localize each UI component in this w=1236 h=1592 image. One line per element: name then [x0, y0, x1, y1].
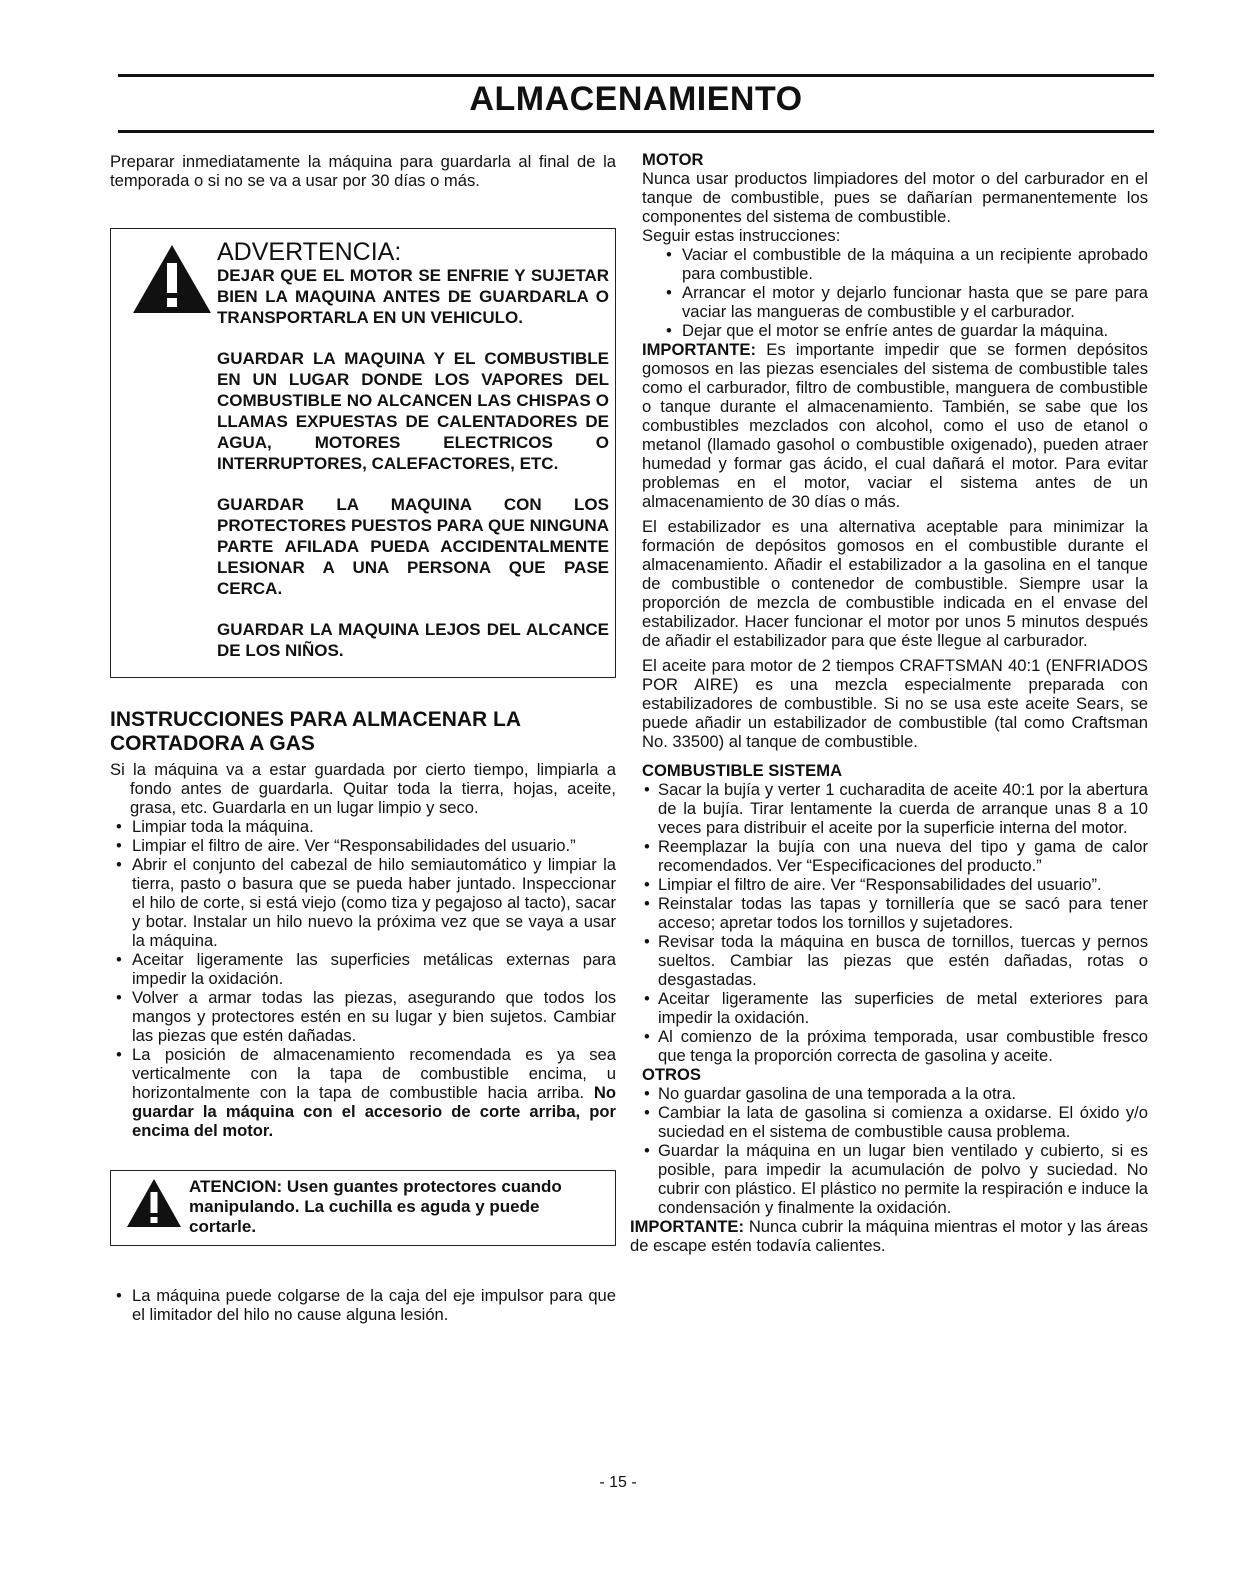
- otros-heading: OTROS: [642, 1065, 702, 1084]
- warning-triangle-icon: [131, 243, 213, 315]
- motor-follow-text: Seguir estas instrucciones:: [642, 226, 841, 245]
- list-item: • Arrancar el motor y dejarlo funcionar hasta que se pare para vaciar las mangueras de combustible y el carburador.: [642, 283, 1148, 321]
- title-underline-rule: [118, 130, 1154, 133]
- list-item: • Abrir el conjunto del cabezal de hilo semiautomático y limpiar la tierra, pasto o basura que se pueda haber juntado. Inspeccionar el hilo de corte, si está viejo (como tiza y pegajoso al tacto), sacar y botar. Instalar un hilo nuevo la próxima vez que se vaya a usar la máquina.: [110, 855, 616, 950]
- oil-paragraph: El aceite para motor de 2 tiempos CRAFTSMAN 40:1 (ENFRIADOS POR AIRE) es una mezcla especialmente preparada con estabilizadores de combustible. Si no se usa este aceite Sears, se puede añadir un estabilizador de combustible (tal como Craftsman No. 33500) al tanque de combustible.: [642, 656, 1148, 751]
- caution-box: [110, 1170, 616, 1246]
- warning-paragraph: GUARDAR LA MAQUINA CON LOS PROTECTORES PUESTOS PARA QUE NINGUNA PARTE AFILADA PUEDA ACCIDENTALMENTE LESIONAR A UNA PERSONA QUE PASE CERCA.: [217, 495, 609, 598]
- important-text: Nunca cubrir la máquina mientras el motor y las áreas de escape estén todavía calientes.: [630, 1217, 1148, 1255]
- important-label: IMPORTANTE:: [630, 1217, 744, 1236]
- motor-list: [642, 245, 1148, 340]
- motor-paragraph: Nunca usar productos limpiadores del motor o del carburador en el tanque de combustible, pues se dañarían permanentemente los componentes del sistema de combustible.: [642, 169, 1148, 226]
- motor-heading: MOTOR: [642, 150, 704, 169]
- list-item: [110, 1045, 616, 1140]
- important-paragraph: [642, 340, 1148, 511]
- list-item: • Sacar la bujía y verter 1 cucharadita de aceite 40:1 por la abertura de la bujía. Tirar lentamente la cuerda de arranque unas 8 a 10 veces para distribuir el aceite por la superficie interna del motor.: [642, 780, 1148, 837]
- list-item: • Aceitar ligeramente las superficies metálicas externas para impedir la oxidación.: [110, 950, 616, 988]
- left-column: [110, 152, 616, 1324]
- list-item: • Cambiar la lata de gasolina si comienza a oxidarse. El óxido y/o suciedad en el sistema de combustible causa problema.: [642, 1103, 1148, 1141]
- warning-box: [110, 228, 616, 678]
- important-text: Es importante impedir que se formen depósitos gomosos en las piezas esenciales del sistema de combustible tales como el carburador, filtro de combustible, manguera de combustible o tanque durante el almacenamiento. También, se sabe que los combustibles mezclados con alcohol, como el uso de etanol o metanol (llamado gasohol o combustible oxigenado), pueden atraer humedad y formar gas ácido, el cual dañará el motor. Para evitar problemas en el motor, vaciar el sistema antes de un almacenamiento de 30 días o más.: [642, 340, 1148, 511]
- caution-text: ATENCION: Usen guantes protectores cuando manipulando. La cuchilla es aguda y puede cortarle.: [189, 1177, 562, 1236]
- right-column: [630, 150, 1148, 1255]
- list-item: • Al comienzo de la próxima temporada, usar combustible fresco que tenga la proporción correcta de gasolina y aceite.: [642, 1027, 1148, 1065]
- warning-paragraph: GUARDAR LA MAQUINA LEJOS DEL ALCANCE DE LOS NIÑOS.: [217, 620, 609, 660]
- bold-warning-text: No guardar la máquina con el accesorio de corte arriba, por encima del motor.: [132, 1083, 616, 1140]
- top-rule: [118, 74, 1154, 77]
- list-item: • Dejar que el motor se enfríe antes de guardar la máquina.: [642, 321, 1148, 340]
- otros-list: [642, 1084, 1148, 1217]
- important-paragraph: [630, 1217, 1148, 1255]
- list-item: • Reinstalar todas las tapas y tornillería que se sacó para tener acceso; apretar todos los tornillos y sujetadores.: [642, 894, 1148, 932]
- important-label: IMPORTANTE:: [642, 340, 756, 359]
- list-item: • No guardar gasolina de una temporada a la otra.: [642, 1084, 1148, 1103]
- fuel-system-heading: COMBUSTIBLE SISTEMA: [642, 761, 843, 780]
- warning-triangle-icon: [125, 1177, 183, 1229]
- list-item-text: La posición de almacenamiento recomendada es ya sea verticalmente con la tapa de combustible encima, u horizontalmente con la tapa de combustible hacia arriba.: [132, 1045, 616, 1102]
- list-item: • Aceitar ligeramente las superficies de metal exteriores para impedir la oxidación.: [642, 989, 1148, 1027]
- list-item: • Limpiar el filtro de aire. Ver “Responsabilidades del usuario.”: [110, 836, 616, 855]
- list-item: • Limpiar toda la máquina.: [110, 817, 616, 836]
- intro-paragraph: Preparar inmediatamente la máquina para guardarla al final de la temporada o si no se va a usar por 30 días o más.: [110, 152, 616, 190]
- page-number: - 15 -: [599, 1474, 637, 1491]
- warning-content: [217, 239, 609, 661]
- page-title: ALMACENAMIENTO: [469, 80, 803, 118]
- warning-paragraph: GUARDAR LA MAQUINA Y EL COMBUSTIBLE EN UN LUGAR DONDE LOS VAPORES DEL COMBUSTIBLE NO ALCANCEN LAS CHISPAS O LLAMAS EXPUESTAS DE CALENTADORES DE AGUA, MOTORES ELECTRICOS O INTERRUPTORES, CALEFACTORES, ETC.: [217, 349, 609, 473]
- list-item: • La máquina puede colgarse de la caja del eje impulsor para que el limitador del hilo no cause alguna lesión.: [110, 1286, 616, 1324]
- instructions-intro: Si la máquina va a estar guardada por cierto tiempo, limpiarla a fondo antes de guardarla. Quitar toda la tierra, hojas, aceite, grasa, etc. Guardarla en un lugar limpio y seco.: [110, 760, 616, 817]
- warning-paragraph: DEJAR QUE EL MOTOR SE ENFRIE Y SUJETAR BIEN LA MAQUINA ANTES DE GUARDARLA O TRANSPORTARLA EN UN VEHICULO.: [217, 266, 609, 327]
- list-item: • Volver a armar todas las piezas, asegurando que todos los mangos y protectores estén en su lugar y bien sujetos. Cambiar las piezas que estén dañadas.: [110, 988, 616, 1045]
- list-item: • Guardar la máquina en un lugar bien ventilado y cubierto, si es posible, para impedir la acumulación de polvo y suciedad. No cubrir con plástico. El plástico no permite la respiración e induce la condensación y finalmente la oxidación.: [642, 1141, 1148, 1217]
- list-item: • Reemplazar la bujía con una nueva del tipo y gama de calor recomendados. Ver “Especificaciones del producto.”: [642, 837, 1148, 875]
- instructions-list: [110, 817, 616, 1140]
- stabilizer-paragraph: El estabilizador es una alternativa aceptable para minimizar la formación de depósitos gomosos en el combustible durante el almacenamiento. Añadir el estabilizador a la gasolina en el tanque de combustible o contenedor de combustible. Siempre usar la proporción de mezcla de combustible indicada en el envase del estabilizador. Hacer funcionar el motor por unos 5 minutos después de añadir el estabilizador para que éste llegue al carburador.: [642, 517, 1148, 650]
- warning-heading: ADVERTENCIA:: [217, 238, 402, 266]
- list-item: • Limpiar el filtro de aire. Ver “Responsabilidades del usuario”.: [642, 875, 1148, 894]
- list-item: • Vaciar el combustible de la máquina a un recipiente aprobado para combustible.: [642, 245, 1148, 283]
- instructions-heading: INSTRUCCIONES PARA ALMACENAR LA CORTADORA A GAS: [110, 708, 521, 755]
- fuel-system-list: [642, 780, 1148, 1065]
- hang-note-list: [110, 1286, 616, 1324]
- list-item: • Revisar toda la máquina en busca de tornillos, tuercas y pernos sueltos. Cambiar las piezas que estén dañadas, rotas o desgastadas.: [642, 932, 1148, 989]
